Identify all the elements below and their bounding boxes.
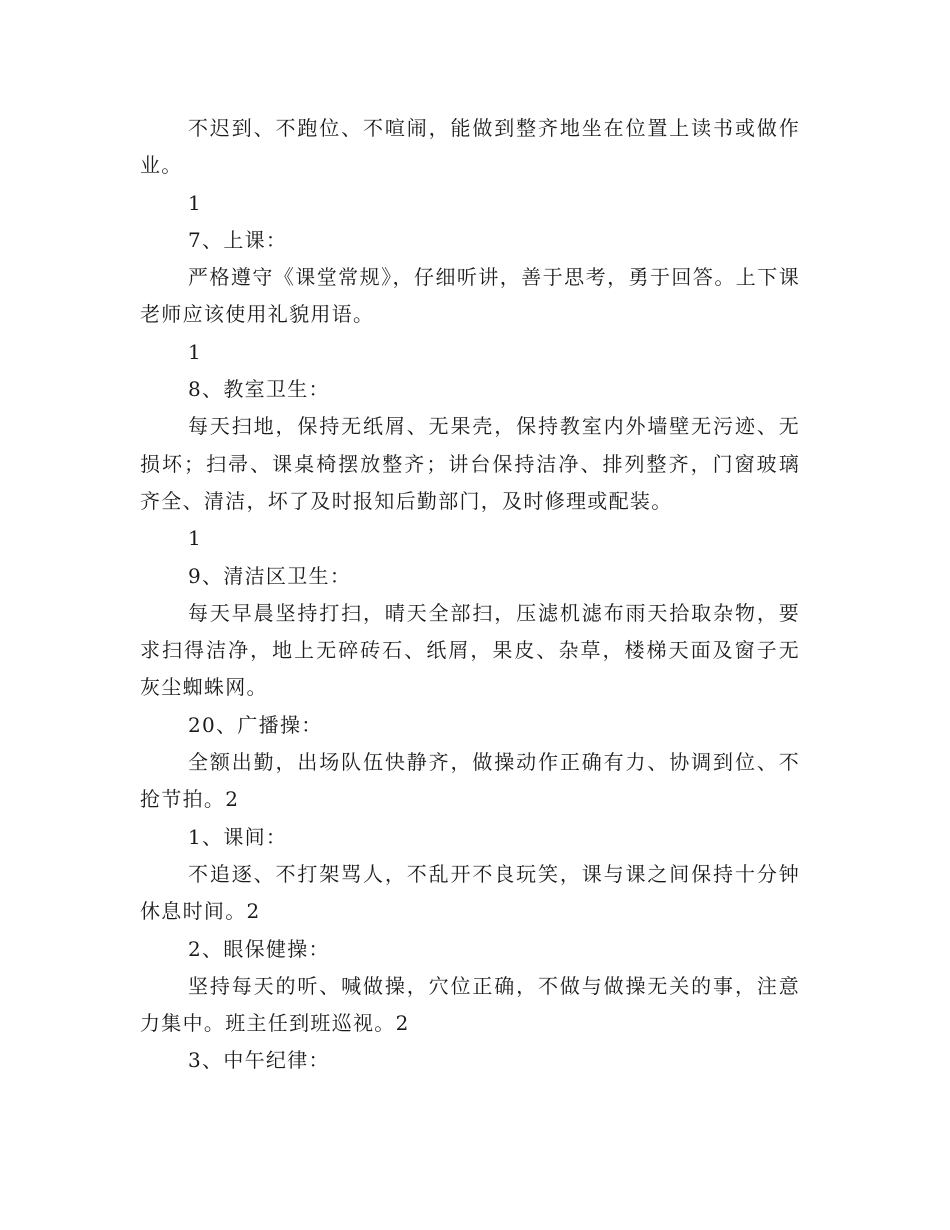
paragraph-broadcast-exercise: 全额出勤，出场队伍快静齐，做操动作正确有力、协调到位、不抢节拍。2 — [140, 750, 800, 812]
paragraph-class-rules: 严格遵守《课堂常规》，仔细听讲，善于思考，勇于回答。上下课老师应该使用礼貌用语。 — [140, 265, 800, 327]
heading-classroom-hygiene: 8、教室卫生： — [188, 377, 330, 402]
paragraph-classroom-hygiene: 每天扫地，保持无纸屑、无果壳，保持教室内外墙壁无污迹、无损坏；扫帚、课桌椅摆放整齐；讲台保持洁净、排列整齐，门窗玻璃齐全、清洁，坏了及时报知后勤部门，及时修理或配装。 — [140, 414, 800, 513]
document-body — [140, 110, 800, 1080]
paragraph-arrival-discipline: 不迟到、不跑位、不喧闹，能做到整齐地坐在位置上读书或做作业。 — [140, 116, 800, 178]
heading-cleaning-area: 9、清洁区卫生： — [188, 563, 352, 588]
paragraph-eye-exercise: 坚持每天的听、喊做操，穴位正确，不做与做操无关的事，注意力集中。班主任到班巡视。2 — [140, 973, 800, 1036]
heading-eye-exercise: 2、眼保健操： — [188, 936, 330, 961]
paragraph-page-marker: 1 — [188, 339, 203, 364]
heading-class: 7、上课： — [188, 227, 288, 252]
heading-noon-discipline: 3、中午纪律： — [188, 1048, 330, 1073]
paragraph-page-marker: 1 — [188, 526, 203, 551]
paragraph-recess: 不追逐、不打架骂人，不乱开不良玩笑，课与课之间保持十分钟休息时间。2 — [140, 861, 800, 924]
heading-broadcast-exercise: 20、广播操： — [188, 712, 323, 737]
paragraph-cleaning-area: 每天早晨坚持打扫，晴天全部扫，压滤机滤布雨天拾取杂物，要求扫得洁净，地上无碎砖石、纸屑，果皮、杂草，楼梯天面及窗子无灰尘蜘蛛网。 — [140, 600, 800, 700]
paragraph-page-marker: 1 — [188, 190, 203, 215]
heading-recess: 1、课间： — [188, 824, 288, 849]
